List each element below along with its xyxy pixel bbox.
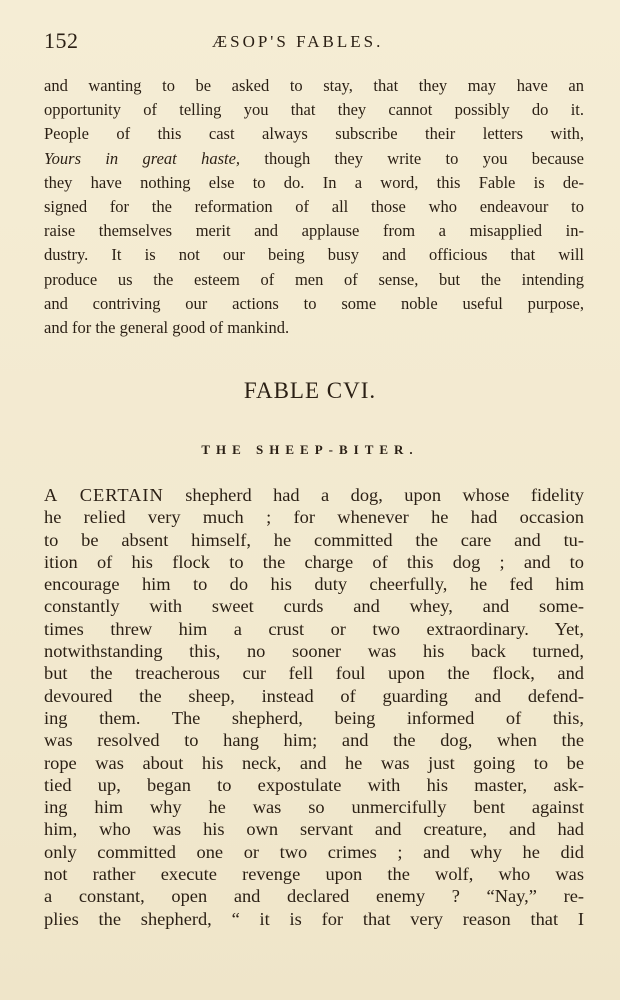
fable-title: FABLE CVI. bbox=[243, 378, 377, 403]
text-line: ition of his flock to the charge of this dog ; and to bbox=[44, 551, 584, 572]
page-header bbox=[44, 28, 588, 58]
text-line: signed for the reformation of all those who endeavour to bbox=[44, 197, 584, 217]
fable-subtitle: THE SHEEP-BITER. bbox=[201, 442, 419, 457]
text-line: devoured the sheep, instead of guarding and defend- bbox=[44, 685, 584, 706]
text-fragment: shepherd had a dog, upon whose fidelity bbox=[185, 485, 584, 505]
text-line: constantly with sweet curds and whey, and some- bbox=[44, 596, 584, 617]
text-line: not rather execute revenge upon the wolf, who was bbox=[44, 864, 584, 885]
text-line: produce us the esteem of men of sense, but the intending bbox=[44, 269, 584, 289]
text-line: they have nothing else to do. In a word, this Fable is de- bbox=[44, 172, 584, 192]
text-line: People of this cast always subscribe their letters with, bbox=[44, 124, 584, 144]
page-number: 152 bbox=[44, 28, 79, 53]
opening-words: A CERTAIN bbox=[44, 485, 164, 505]
text-line: and wanting to be asked to stay, that they may have an bbox=[44, 76, 584, 95]
text-line: dustry. It is not our being busy and officious that will bbox=[44, 245, 584, 265]
text-line: notwithstanding this, no sooner was his back turned, bbox=[44, 641, 584, 662]
text-line: rope was about his neck, and he was just going to be bbox=[44, 752, 584, 773]
intro-paragraph bbox=[44, 74, 584, 340]
text-line bbox=[44, 484, 584, 506]
text-line: a constant, open and declared enemy ? “Nay,” re- bbox=[44, 886, 584, 907]
text-line: opportunity of telling you that they cannot possibly do it. bbox=[44, 100, 584, 120]
text-fragment: though they write to you because bbox=[264, 148, 585, 168]
text-line: to be absent himself, he committed the care and tu- bbox=[44, 529, 584, 550]
text-line: encourage him to do his duty cheerfully, he fed him bbox=[44, 574, 584, 595]
running-head: ÆSOP'S FABLES. bbox=[212, 32, 384, 51]
italic-phrase: Yours in great haste, bbox=[44, 148, 241, 168]
text-line: ing him why he was so unmercifully bent against bbox=[44, 797, 584, 818]
fable-text bbox=[44, 484, 584, 930]
text-line: only committed one or two crimes ; and why he did bbox=[44, 841, 584, 862]
text-line: ing them. The shepherd, being informed of this, bbox=[44, 707, 584, 728]
text-line: and contriving our actions to some noble useful purpose, bbox=[44, 293, 584, 313]
text-line: raise themselves merit and applause from a misapplied in- bbox=[44, 221, 584, 241]
text-line: tied up, began to expostulate with his master, ask- bbox=[44, 774, 584, 795]
text-line: but the treacherous cur fell foul upon the flock, and bbox=[44, 663, 584, 684]
text-line: was resolved to hang him; and the dog, when the bbox=[44, 730, 584, 751]
text-line bbox=[44, 147, 584, 171]
text-line: him, who was his own servant and creature, and had bbox=[44, 819, 584, 840]
text-line: and for the general good of mankind. bbox=[44, 318, 290, 338]
text-line: plies the shepherd, “ it is for that very reason that I bbox=[44, 908, 584, 929]
text-line: he relied very much ; for whenever he had occasion bbox=[44, 507, 584, 528]
text-line: times threw him a crust or two extraordinary. Yet, bbox=[44, 618, 584, 639]
